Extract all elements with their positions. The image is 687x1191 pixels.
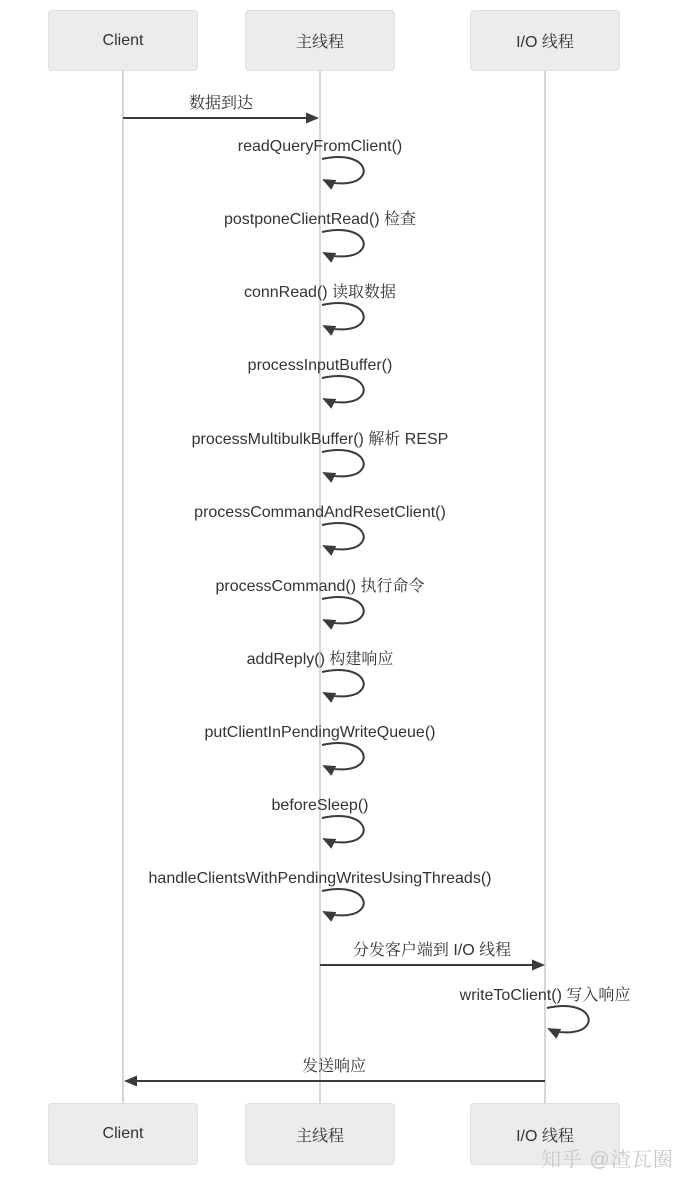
actor-label: I/O 线程 — [516, 1127, 574, 1145]
message-label-data-arrival: 数据到达 — [188, 95, 254, 112]
self-loop-handle-clients-with-pending-writes — [322, 889, 364, 915]
self-message-label-read-query-from-client: readQueryFromClient() — [237, 138, 403, 155]
self-message-label-process-command: processCommand() 执行命令 — [215, 578, 425, 595]
message-label-send-response: 发送响应 — [301, 1058, 367, 1075]
actor-bottom-main-thread — [245, 1103, 395, 1165]
self-loop-write-to-client — [547, 1006, 589, 1032]
self-message-label-handle-clients-with-pending-writes: handleClientsWithPendingWritesUsingThreads() — [148, 870, 492, 887]
self-loop-process-multibulk-buffer — [322, 450, 364, 476]
message-label-dispatch-to-io: 分发客户端到 I/O 线程 — [352, 942, 512, 959]
self-message-label-process-multibulk-buffer: processMultibulkBuffer() 解析 RESP — [191, 431, 449, 448]
self-message-label-put-client-in-pending-write-queue: putClientInPendingWriteQueue() — [204, 724, 436, 741]
self-message-label-postpone-client-read: postponeClientRead() 检查 — [223, 211, 417, 228]
self-loop-process-input-buffer — [322, 376, 364, 402]
self-message-label-conn-read: connRead() 读取数据 — [243, 284, 397, 301]
actor-label: I/O 线程 — [516, 34, 574, 51]
watermark: 知乎 @渣瓦圈 — [541, 1149, 674, 1171]
self-message-label-process-command-and-reset-client: processCommandAndResetClient() — [194, 504, 446, 521]
actor-top-client — [48, 10, 198, 71]
self-loop-put-client-in-pending-write-queue — [322, 743, 364, 769]
actor-top-main-thread — [245, 10, 395, 71]
self-loop-add-reply — [322, 670, 364, 696]
self-loop-before-sleep — [322, 816, 364, 842]
self-message-label-process-input-buffer: processInputBuffer() — [247, 357, 393, 374]
actor-label: 主线程 — [295, 1127, 344, 1145]
self-loop-process-command-and-reset-client — [322, 523, 364, 549]
self-loop-conn-read — [322, 303, 364, 329]
actor-label: 主线程 — [295, 34, 344, 51]
actor-label: Client — [102, 31, 144, 49]
actor-top-io-thread — [470, 10, 620, 71]
self-message-label-write-to-client: writeToClient() 写入响应 — [459, 987, 631, 1004]
actor-bottom-client — [48, 1103, 198, 1165]
self-loop-read-query-from-client — [322, 157, 364, 183]
actor-label: Client — [102, 1125, 144, 1142]
self-loop-postpone-client-read — [322, 230, 364, 256]
self-message-label-add-reply: addReply() 构建响应 — [246, 651, 394, 668]
self-message-label-before-sleep: beforeSleep() — [271, 797, 369, 814]
self-loop-process-command — [322, 597, 364, 623]
